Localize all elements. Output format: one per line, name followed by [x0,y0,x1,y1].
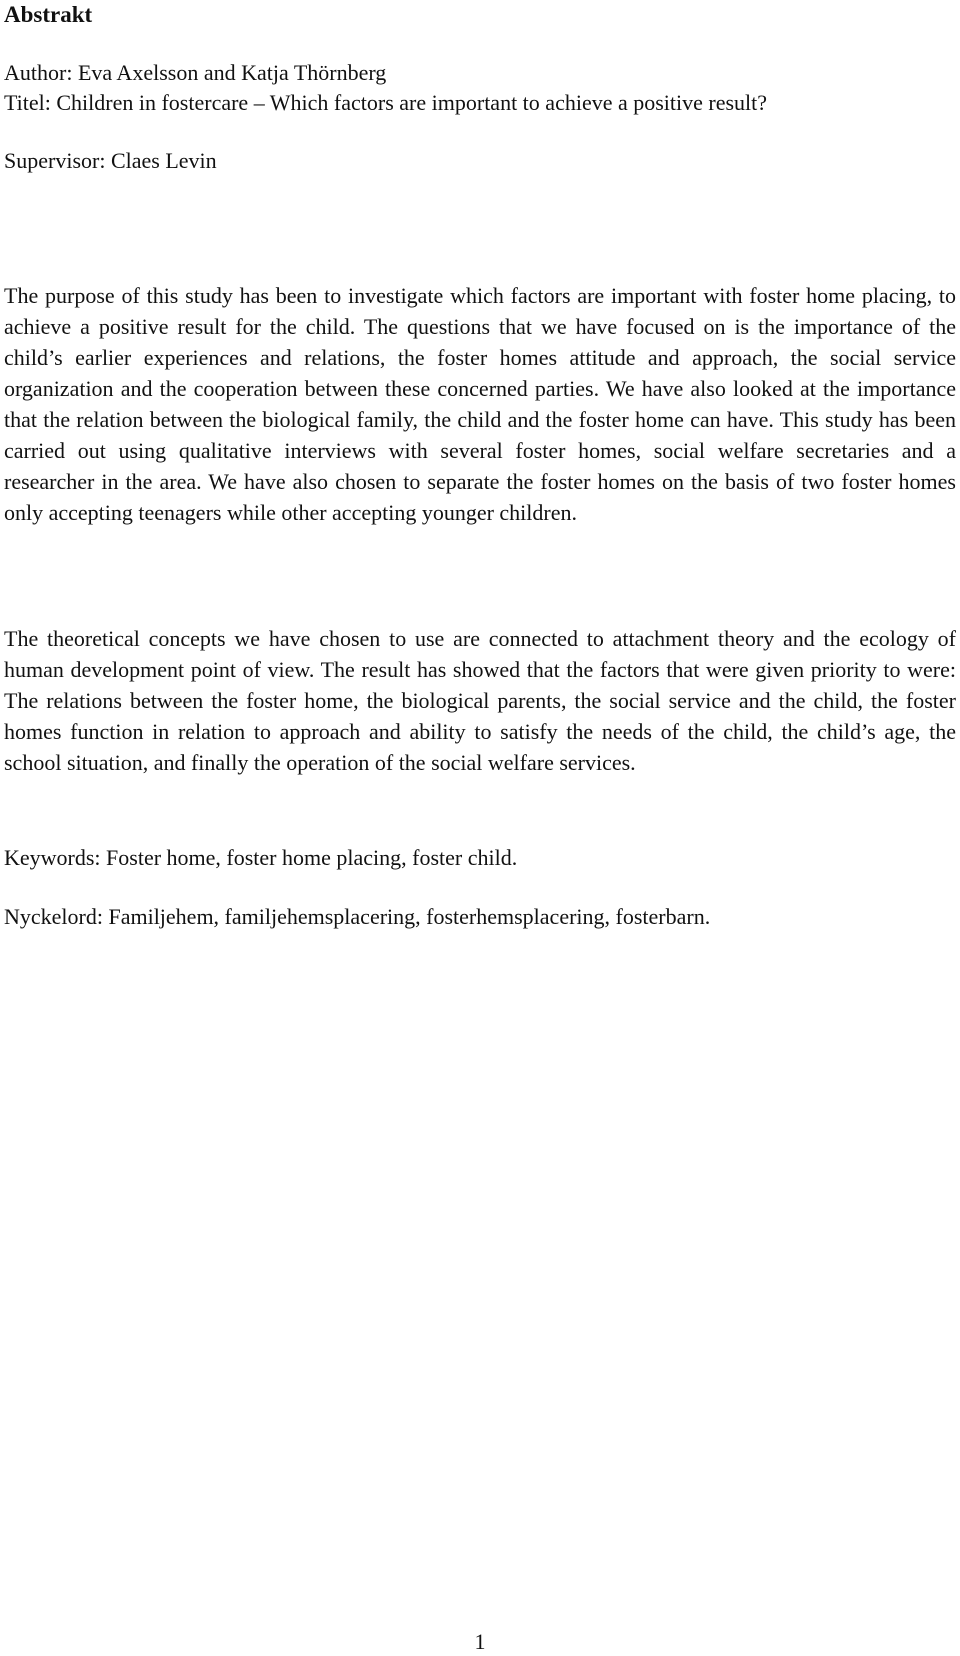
abstract-paragraph-1: The purpose of this study has been to investigate which factors are important with foster home placing, to achieve a positive result for the child. The questions that we have focused on is the importance of the child’s earlier experiences and relations, the foster homes attitude and approach, the social service organization and the cooperation between these concerned parties. We have also looked at the importance that the relation between the biological family, the child and the foster home can have. This study has been carried out using qualitative interviews with several foster homes, social welfare secretaries and a researcher in the area. We have also chosen to separate the foster homes on the basis of two foster homes only accepting teenagers while other accepting younger children. [4,283,956,525]
document-page [4,0,956,1655]
abstract-paragraph-2: The theoretical concepts we have chosen to use are connected to attachment theory and the ecology of human development point of view. The result has showed that the factors that were given priority to were: The relations between the foster home, the biological parents, the social service and the child, the foster homes function in relation to approach and ability to satisfy the needs of the child, the child’s age, the school situation, and finally the operation of the social welfare services. [4,626,956,775]
page-number: 1 [474,1629,486,1654]
supervisor-line: Supervisor: Claes Levin [4,148,217,173]
page-heading: Abstrakt [4,2,93,27]
title-line: Titel: Children in fostercare – Which factors are important to achieve a positive result? [4,90,768,115]
nyckelord-line: Nyckelord: Familjehem, familjehemsplacering, fosterhemsplacering, fosterbarn. [4,904,711,929]
author-line: Author: Eva Axelsson and Katja Thörnberg [4,60,387,85]
keywords-line: Keywords: Foster home, foster home placing, foster child. [4,845,518,870]
